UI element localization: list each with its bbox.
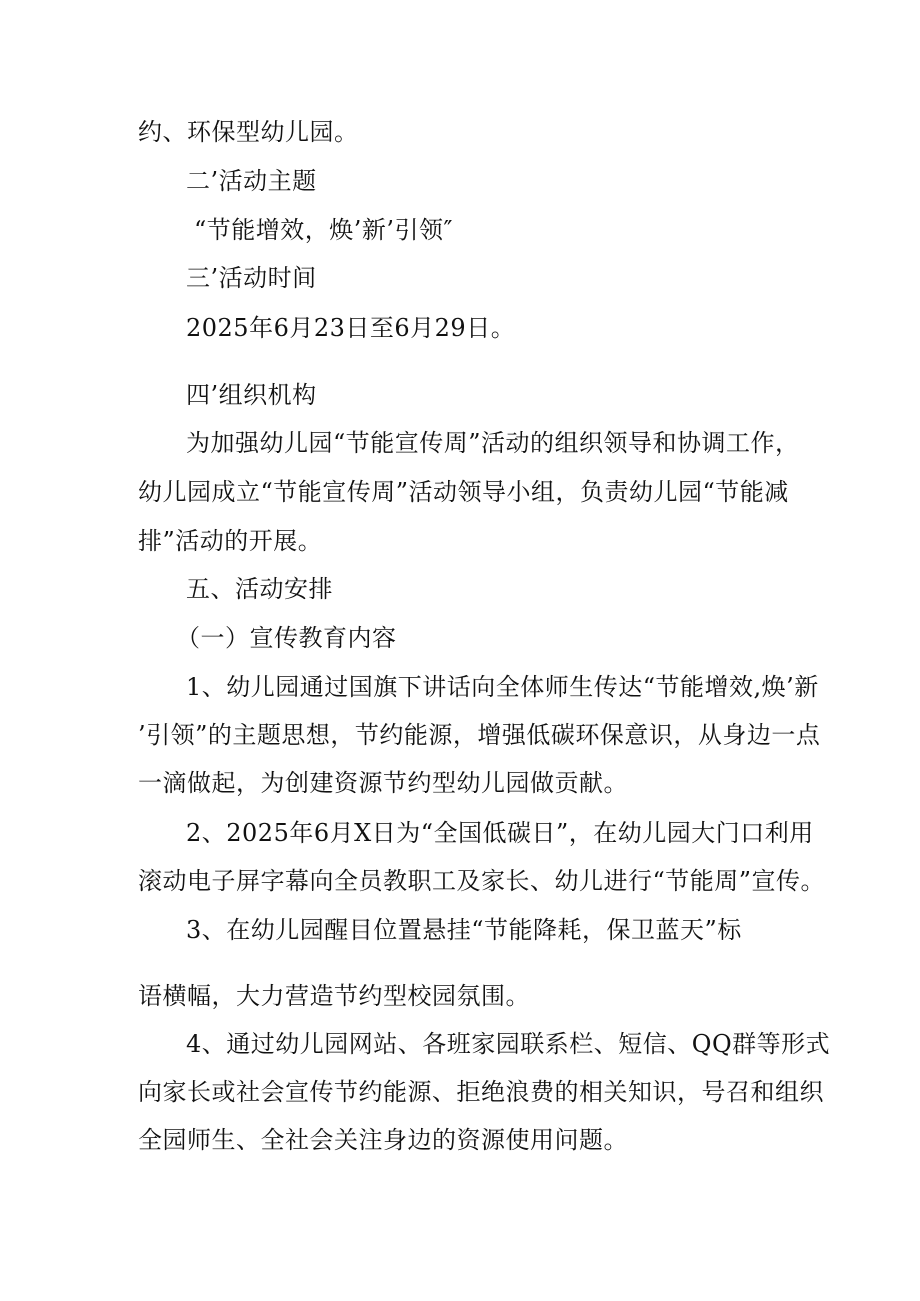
text-line: 1、幼儿园通过国旗下讲话向全体师生传达“节能增效,焕’新	[186, 673, 819, 701]
text-line: 排”活动的开展。	[138, 527, 323, 555]
section-heading: 二’活动主题	[186, 167, 317, 195]
text-line: 向家长或社会宣传节约能源、拒绝浪费的相关知识，号召和组织	[138, 1078, 824, 1106]
text-line: 一滴做起，为创建资源节约型幼儿园做贡献。	[138, 769, 628, 797]
theme-text: “节能增效，焕’新’引领″	[194, 216, 453, 244]
text-line: 全园师生、全社会关注身边的资源使用问题。	[138, 1126, 628, 1154]
text-line: 幼儿园成立“节能宣传周”活动领导小组，负责幼儿园“节能减	[138, 478, 789, 506]
text-line: 3、在幼儿园醒目位置悬挂“节能降耗，保卫蓝天”标	[186, 916, 742, 944]
text-line: 2、2025年6月X日为“全国低碳日”，在幼儿园大门口利用	[186, 819, 814, 847]
date-text: 2025年6月23日至6月29日。	[186, 314, 516, 342]
section-heading: 五、活动安排	[186, 575, 333, 603]
section-heading: 三’活动时间	[186, 264, 317, 292]
text-line: ’引领”的主题思想，节约能源，增强低碳环保意识，从身边一点	[138, 721, 821, 749]
text-line: 语横幅，大力营造节约型校园氛围。	[138, 982, 530, 1010]
text-line: 滚动电子屏字幕向全员教职工及家长、幼儿进行“节能周”宣传。	[138, 867, 826, 895]
text-line: 约、环保型幼儿园。	[138, 118, 359, 146]
text-line: 4、通过幼儿园网站、各班家园联系栏、短信、QQ群等形式	[186, 1030, 831, 1058]
subsection-heading: （一）宣传教育内容	[176, 624, 397, 652]
section-heading: 四’组织机构	[186, 381, 317, 409]
text-line: 为加强幼儿园“节能宣传周”活动的组织领导和协调工作，	[186, 429, 800, 457]
